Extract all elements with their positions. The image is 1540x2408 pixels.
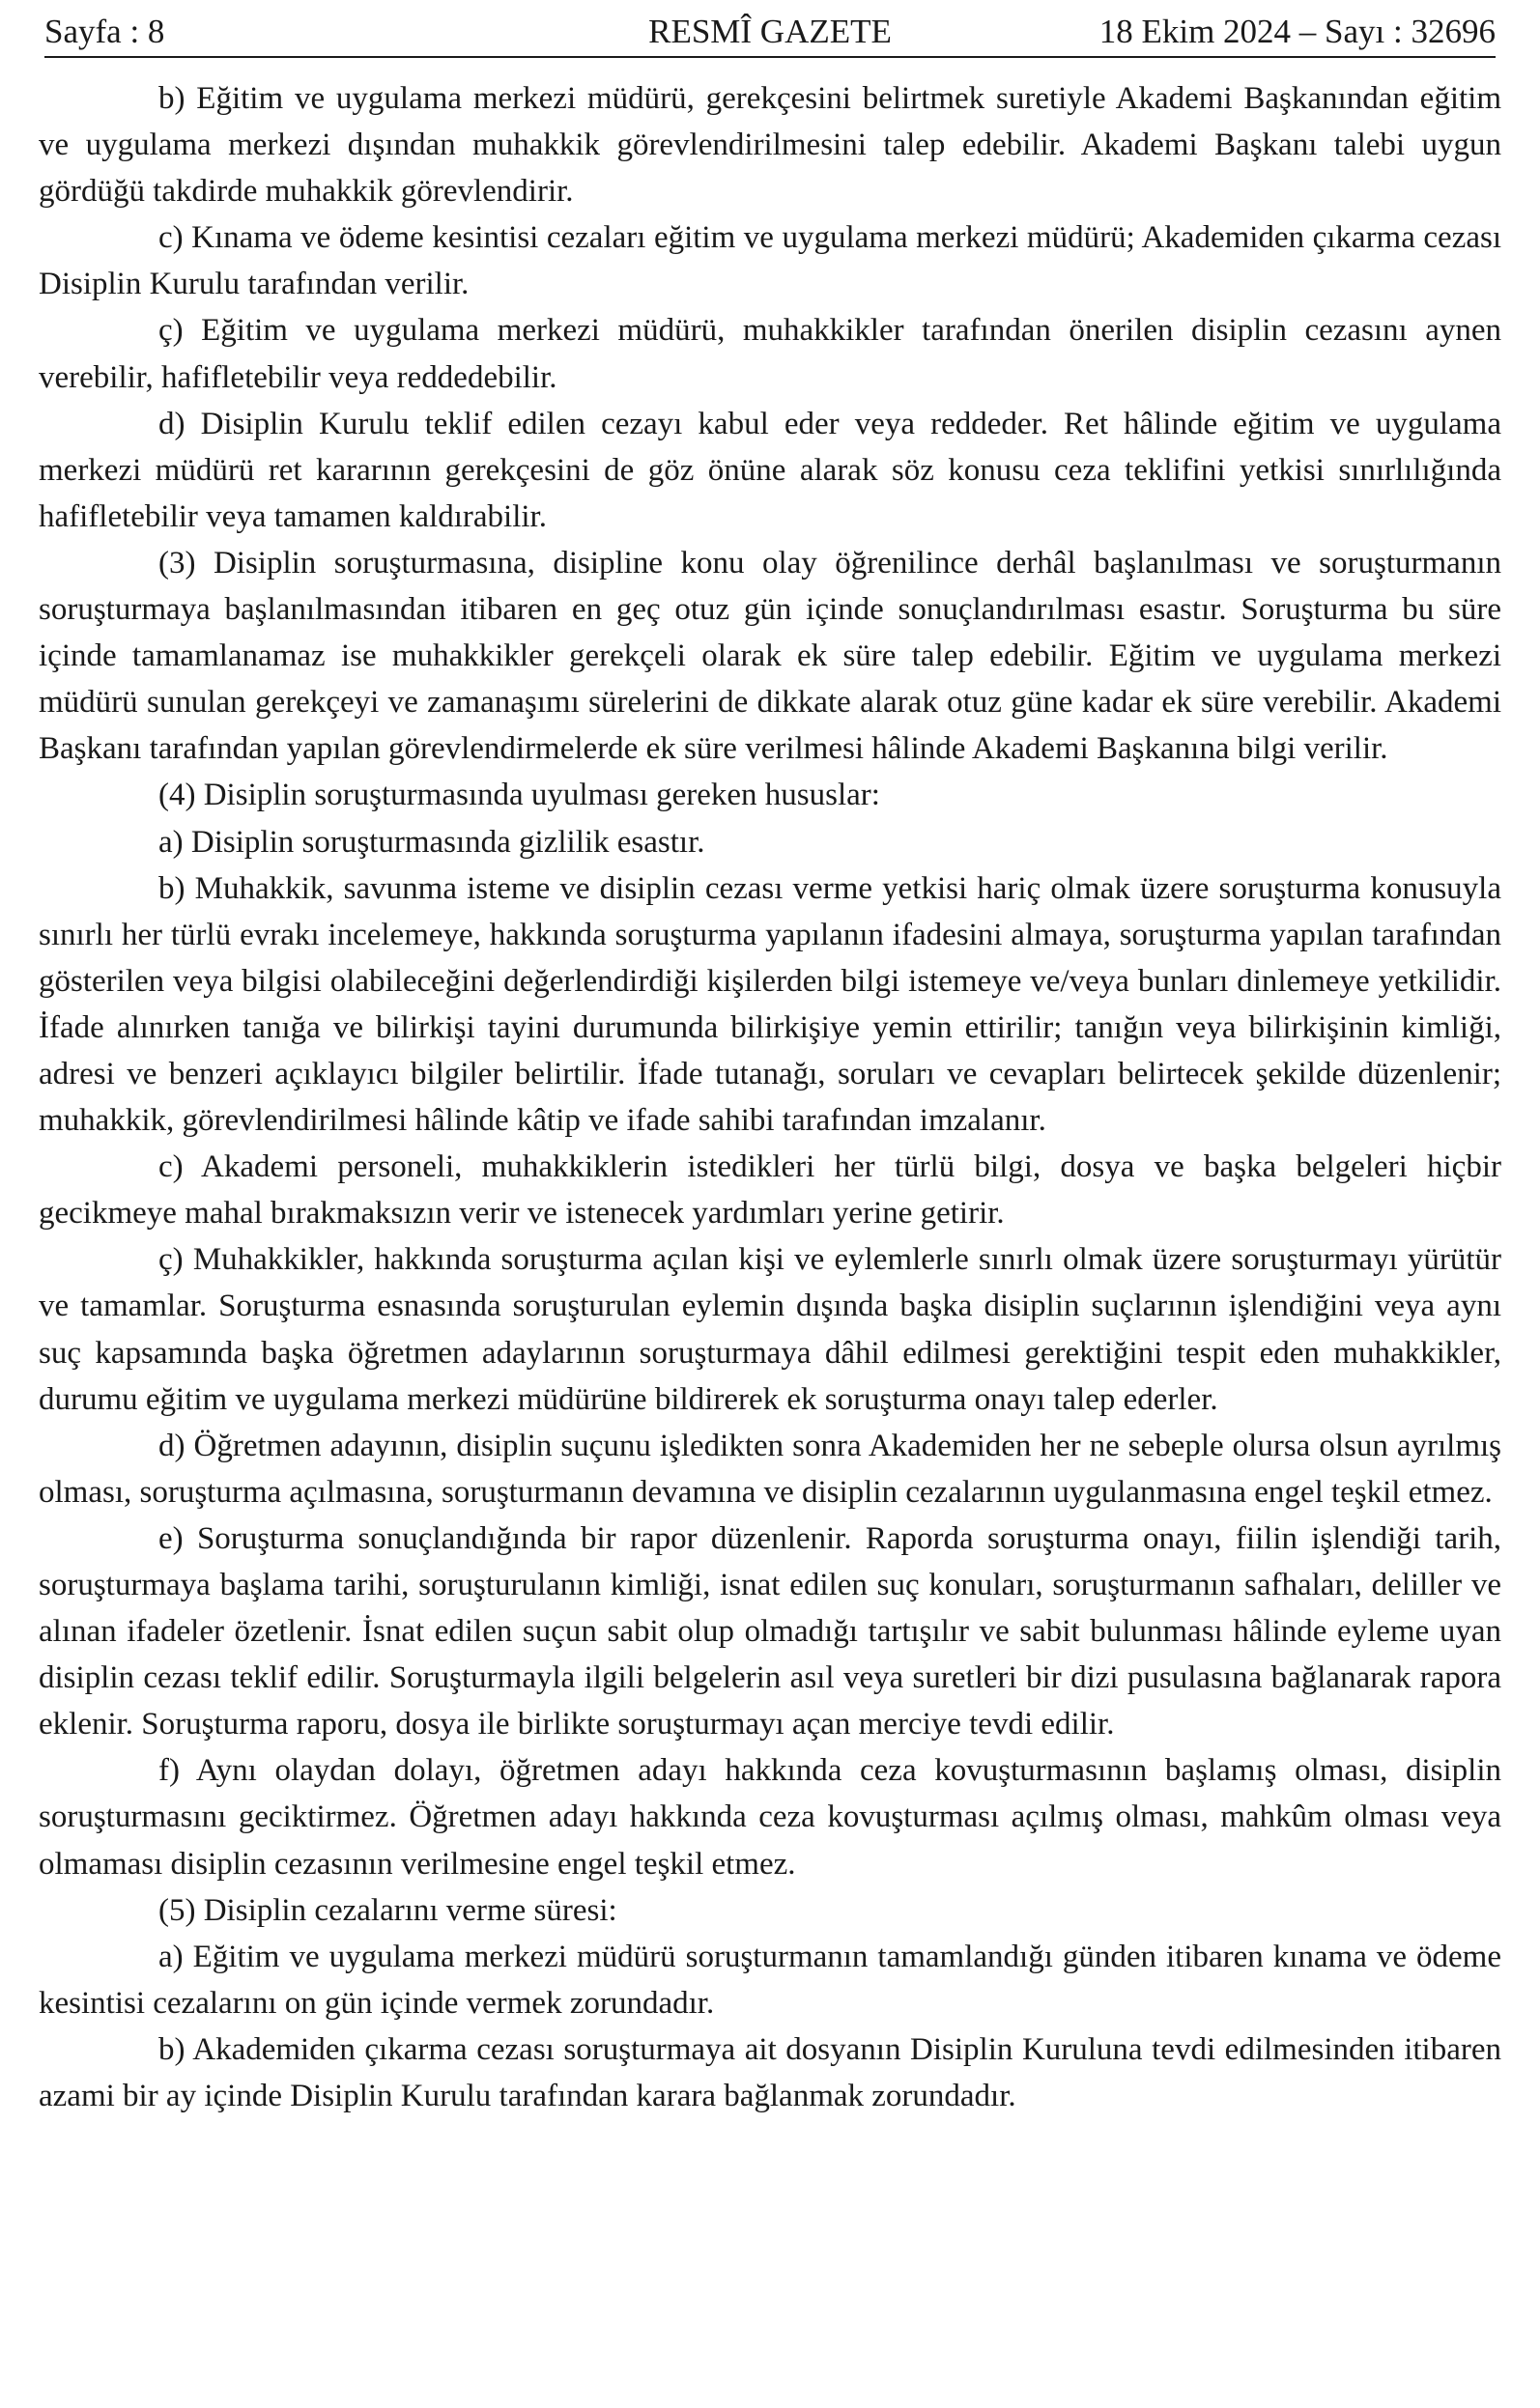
paragraph-4a: a) Disiplin soruşturmasında gizlilik esastır. xyxy=(158,824,705,860)
paragraph-2c-cedilla: ç) Eğitim ve uygulama merkezi müdürü, muhakkikler tarafından önerilen disiplin cezasını aynen verebilir, hafifletebilir veya reddedebilir. xyxy=(39,313,1501,395)
paragraph-4d: d) Öğretmen adayının, disiplin suçunu işledikten sonra Akademiden her ne sebeple olursa olsun ayrılmış olması, soruşturma açılmasına, soruşturmanın devamına ve disiplin cezalarının uygulanmasına engel teşkil etmez. xyxy=(39,1428,1501,1510)
paragraph-4: (4) Disiplin soruşturmasında uyulması gereken hususlar: xyxy=(158,778,880,813)
paragraph-2c: c) Kınama ve ödeme kesintisi cezaları eğitim ve uygulama merkezi müdürü; Akademiden çıkarma cezası Disiplin Kurulu tarafından verilir. xyxy=(39,220,1501,302)
paragraph-5a: a) Eğitim ve uygulama merkezi müdürü soruşturmanın tamamlandığı günden itibaren kınama ve ödeme kesintisi cezalarını on gün içinde vermek zorundadır. xyxy=(39,1939,1501,2021)
paragraph-3: (3) Disiplin soruşturmasına, disipline konu olay öğrenilince derhâl başlanılması ve soruşturmanın soruşturmaya başlanılmasından itibaren en geç otuz gün içinde sonuçlandırılması esastır. Soruşturma bu süre içinde tamamlanamaz ise muhakkikler gerekçeli olarak ek süre talep edebilir. Eğitim ve uygulama merkezi müdürü sunulan gerekçeyi ve zamanaşımı sürelerini de dikkate alarak otuz güne kadar ek süre verebilir. Akademi Başkanı tarafından yapılan görevlendirmelerde ek süre verilmesi hâlinde Akademi Başkanına bilgi verilir. xyxy=(39,545,1501,767)
paragraph-4c-cedilla: ç) Muhakkikler, hakkında soruşturma açılan kişi ve eylemlerle sınırlı olmak üzere soruşturmayı yürütür ve tamamlar. Soruşturma esnasında soruşturulan eylemin dışında başka disiplin suçlarının işlendiğini veya aynı suç kapsamında başka öğretmen adaylarının soruşturmaya dâhil edilmesi gerektiğini tespit eden muhakkikler, durumu eğitim ve uygulama merkezi müdürüne bildirerek ek soruşturma onayı talep ederler. xyxy=(39,1242,1501,1417)
paragraph-4b: b) Muhakkik, savunma isteme ve disiplin cezası verme yetkisi hariç olmak üzere soruşturma konusuyla sınırlı her türlü evrakı incelemeye, hakkında soruşturma yapılanın ifadesini almaya, soruşturma yapılan tarafından gösterilen veya bilgisi olabileceğini değerlendirdiği kişilerden bilgi istemeye ve/veya bunları dinlemeye yetkilidir. İfade alınırken tanığa ve bilirkişi tayini durumunda bilirkişiye yemin ettirilir; tanığın veya bilirkişinin kimliği, adresi ve benzeri açıklayıcı bilgiler belirtilir. İfade tutanağı, soruları ve cevapları belirtecek şekilde düzenlenir; muhakkik, görevlendirilmesi hâlinde kâtip ve ifade sahibi tarafından imzalanır. xyxy=(39,870,1501,1139)
paragraph-4e: e) Soruşturma sonuçlandığında bir rapor düzenlenir. Raporda soruşturma onayı, fiilin işlendiği tarih, soruşturmaya başlama tarihi, soruşturulanın kimliği, isnat edilen suç konuları, soruşturmanın safhaları, deliller ve alınan ifadeler özetlenir. İsnat edilen suçun sabit olup olmadığı tartışılır ve sabit bulunması hâlinde eyleme uyan disiplin cezası teklif edilir. Soruşturmayla ilgili belgelerin asıl veya suretleri bir dizi pusulasına bağlanarak rapora eklenir. Soruşturma raporu, dosya ile birlikte soruşturmayı açan merciye tevdi edilir. xyxy=(39,1520,1501,1742)
page-header xyxy=(44,8,1496,58)
paragraph-4c: c) Akademi personeli, muhakkiklerin istedikleri her türlü bilgi, dosya ve başka belgeleri hiçbir gecikmeye mahal bırakmaksızın verir ve istenecek yardımları yerine getirir. xyxy=(39,1149,1501,1232)
paragraph-2b: b) Eğitim ve uygulama merkezi müdürü, gerekçesini belirtmek suretiyle Akademi Başkanından eğitim ve uygulama merkezi dışından muhakkik görevlendirilmesini talep edebilir. Akademi Başkanı talebi uygun gördüğü takdirde muhakkik görevlendirir. xyxy=(39,81,1501,210)
paragraph-4f: f) Aynı olaydan dolayı, öğretmen adayı hakkında ceza kovuşturmasının başlamış olması, disiplin soruşturmasını geciktirmez. Öğretmen adayı hakkında ceza kovuşturması açılmış olması, mahkûm olması veya olmaması disiplin cezasının verilmesine engel teşkil etmez. xyxy=(39,1753,1501,1882)
page-number: Sayfa : 8 xyxy=(44,13,165,50)
date-issue: 18 Ekim 2024 – Sayı : 32696 xyxy=(1098,13,1496,50)
paragraph-5b: b) Akademiden çıkarma cezası soruşturmaya ait dosyanın Disiplin Kuruluna tevdi edilmesinden itibaren azami bir ay içinde Disiplin Kurulu tarafından karara bağlanmak zorundadır. xyxy=(39,2031,1501,2114)
document-body xyxy=(39,75,1501,2119)
paragraph-5: (5) Disiplin cezalarını verme süresi: xyxy=(158,1892,617,1928)
publication-title: RESMÎ GAZETE xyxy=(648,13,892,50)
paragraph-2d: d) Disiplin Kurulu teklif edilen cezayı kabul eder veya reddeder. Ret hâlinde eğitim ve uygulama merkezi müdürü ret kararının gerekçesini de göz önüne alarak söz konusu ceza teklifini yetkisi sınırlılığında hafifletebilir veya tamamen kaldırabilir. xyxy=(39,406,1501,534)
